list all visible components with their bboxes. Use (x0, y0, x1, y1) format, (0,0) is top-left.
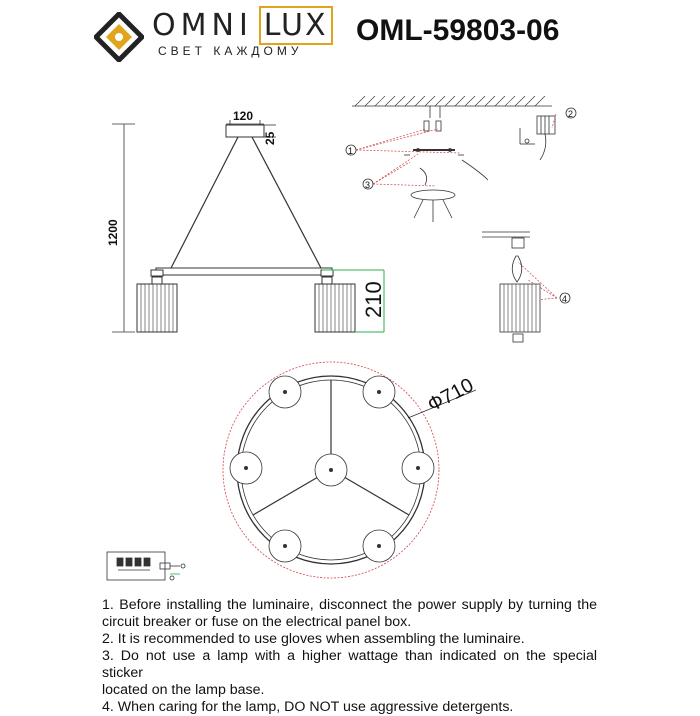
dimension-diameter: Ф710 (424, 374, 478, 417)
lamp-detail (482, 232, 540, 342)
dimension-total-height: 1200 (106, 219, 120, 246)
dimension-width-top: 120 (233, 109, 254, 123)
technical-drawing (0, 80, 700, 595)
instruction-3-line-1: 3. Do not use a lamp with a higher wattage than indicated on the special sticker (102, 648, 597, 681)
side-view (112, 120, 355, 332)
safety-instructions (102, 597, 597, 716)
dimension-height-top: 25 (263, 131, 277, 145)
mounting-detail (352, 96, 555, 222)
callout-1: 1 (348, 146, 354, 156)
callout-3: 3 (365, 180, 371, 190)
terminal-wiring-diagram (107, 552, 185, 580)
brand-name-omni: OMNI (152, 8, 253, 43)
instruction-3-line-2: located on the lamp base. (102, 682, 265, 698)
brand-tagline: СВЕТ КАЖДОМУ (158, 44, 303, 58)
header (0, 0, 700, 70)
callout-markers (346, 108, 576, 303)
instruction-2: 2. It is recommended to use gloves when assembling the luminaire. (102, 631, 525, 647)
instruction-4: 4. When caring for the lamp, DO NOT use aggressive detergents. (102, 699, 514, 715)
model-number: OML-59803-06 (356, 14, 560, 47)
brand-name (152, 8, 333, 43)
callout-2: 2 (568, 109, 574, 119)
callout-leaders (356, 114, 557, 300)
instruction-1-line-1: 1. Before installing the luminaire, disconnect the power supply by turning the (102, 597, 597, 613)
omnilux-logo-icon (94, 12, 144, 62)
dimension-shade-height: 210 (361, 281, 386, 318)
callout-4: 4 (562, 294, 568, 304)
brand-name-lux: LUX (259, 6, 333, 45)
instruction-1-line-2: circuit breaker or fuse on the electrical panel box. (102, 614, 412, 630)
